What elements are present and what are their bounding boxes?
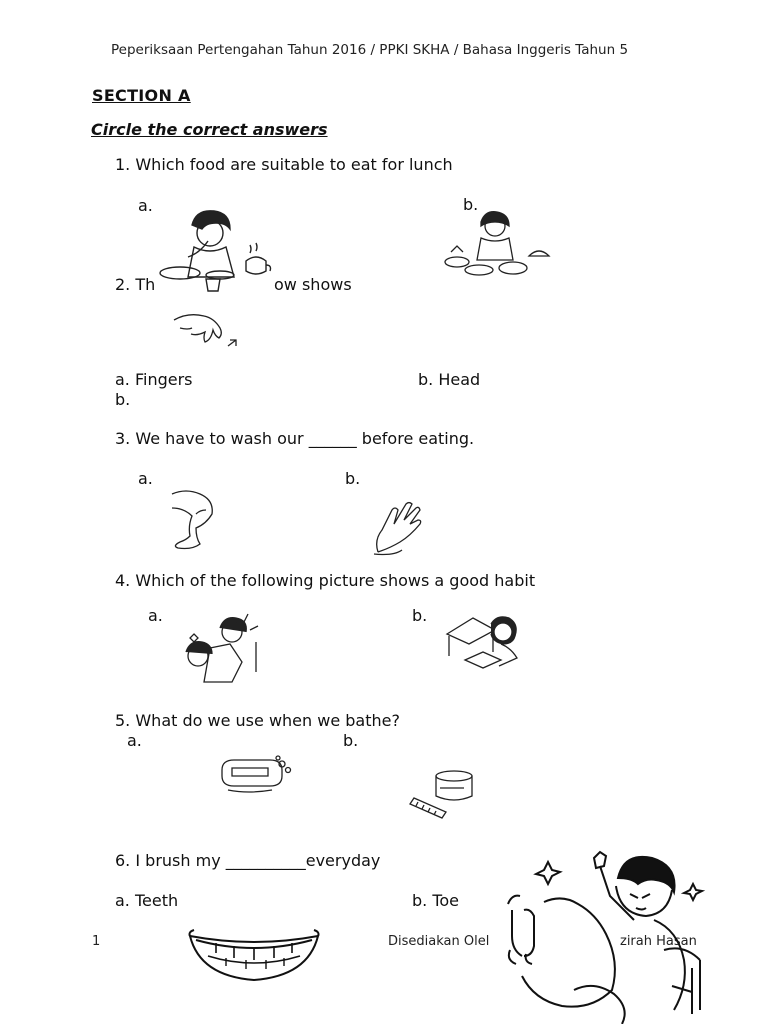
children-fighting-image[interactable] <box>180 612 266 684</box>
q6-option-a[interactable]: a. Teeth <box>115 891 179 910</box>
q3-option-a-label[interactable]: a. <box>138 469 153 488</box>
section-title: SECTION A <box>92 86 191 105</box>
question-text: What do we use when we bathe? <box>135 711 400 730</box>
q1-option-a-label[interactable]: a. <box>138 196 153 215</box>
q6-option-b[interactable]: b. Toe <box>412 891 460 910</box>
question-number: 2. <box>115 275 131 294</box>
footer-text: Disediakan Olel <box>388 934 490 949</box>
boy-eating-meal-image[interactable] <box>443 208 551 282</box>
question-2-end: ow shows <box>274 275 352 294</box>
girl-reading-image[interactable] <box>445 614 521 672</box>
q5-option-a-label[interactable]: a. <box>127 731 142 750</box>
question-number: 3. <box>115 429 131 448</box>
question-2-start <box>115 275 155 294</box>
page-header: Peperiksaan Pertengahan Tahun 2016 / PPKI SKHA / Bahasa Inggeris Tahun 5 <box>111 42 629 58</box>
question-3 <box>115 429 474 448</box>
fighting-children-image[interactable] <box>504 850 710 1024</box>
question-number: 4. <box>115 571 131 590</box>
question-number: 5. <box>115 711 131 730</box>
smiling-mouth-image[interactable] <box>186 926 322 984</box>
boy-eating-snacks-image[interactable] <box>158 205 276 295</box>
question-6 <box>115 851 380 870</box>
soap-bar-image[interactable] <box>218 754 292 794</box>
question-text: Which food are suitable to eat for lunch <box>135 155 453 174</box>
q2-extra-label: b. <box>115 390 131 409</box>
question-5 <box>115 711 400 730</box>
question-text: We have to wash our ______ before eating. <box>135 429 475 448</box>
question-text: Which of the following picture shows a good habit <box>135 571 536 590</box>
q4-option-b-label[interactable]: b. <box>412 606 428 625</box>
comb-and-powder-image[interactable] <box>410 768 478 822</box>
hand-image[interactable] <box>372 500 424 556</box>
leg-image[interactable] <box>168 488 218 554</box>
question-number: 1. <box>115 155 131 174</box>
q4-option-a-label[interactable]: a. <box>148 606 163 625</box>
hand-fingers-image[interactable] <box>172 310 242 354</box>
q5-option-b-label[interactable]: b. <box>343 731 359 750</box>
footer-text-right: zirah Hasan <box>620 934 697 949</box>
instruction: Circle the correct answers <box>91 120 328 139</box>
q2-option-b[interactable]: b. Head <box>418 370 481 389</box>
question-text: I brush my __________everyday <box>135 851 381 870</box>
q2-option-a[interactable]: a. Fingers <box>115 370 193 389</box>
question-4 <box>115 571 535 590</box>
q1-option-b-label[interactable]: b. <box>463 195 479 214</box>
question-text-start: Th <box>135 275 156 294</box>
page-number: 1 <box>92 934 101 949</box>
question-number: 6. <box>115 851 131 870</box>
question-1 <box>115 155 453 174</box>
q3-option-b-label[interactable]: b. <box>345 469 361 488</box>
